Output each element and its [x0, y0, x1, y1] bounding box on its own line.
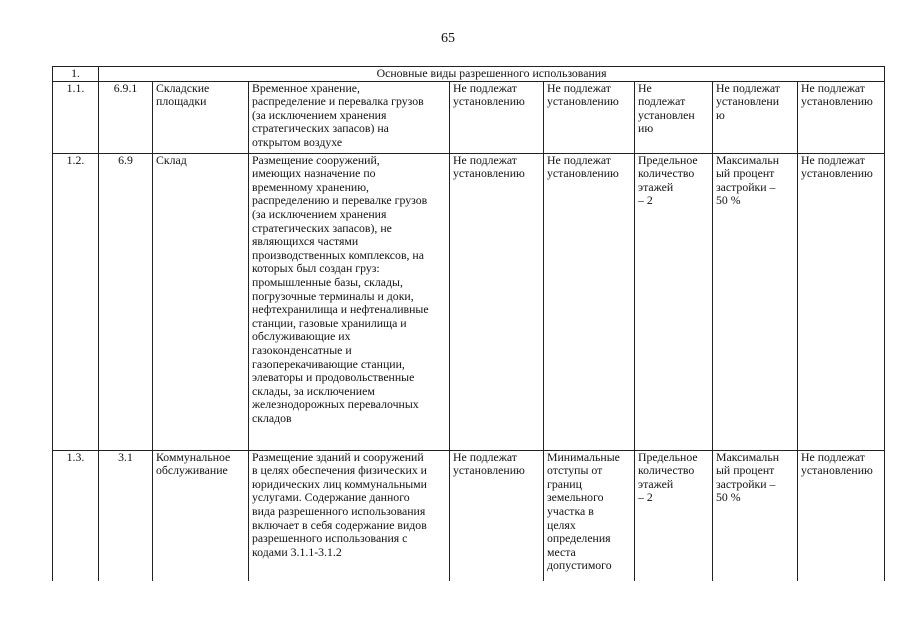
use-description: Размещение сооружений, имеющих назначение по временному хранению, распределению и перевалке грузов (за исключением хранения стратегических запасов), не являющихся частями производственных комплексов, на которых был создан груз: промышленные базы, склады, погрузочные терминалы и доки, нефтехранилища и нефтеналивные станции, газовые хранилища и обслуживающие их газоконденсатные и газоперекачивающие станции, элеваторы и продовольственные склады, за исключением железнодорожных перевалочных складов [249, 153, 450, 450]
section-title: Основные виды разрешенного использования [99, 67, 885, 82]
page-number: 65 [441, 31, 455, 46]
param-cell: Предельное количество этажей – 2 [635, 450, 713, 581]
param-cell: Максимальн ый процент застройки – 50 % [713, 450, 798, 581]
use-code: 6.9 [99, 153, 153, 450]
param-cell: Не подлежат установлению [450, 450, 544, 581]
param-cell: Не подлежат установлению [544, 81, 635, 153]
param-cell: Не подлежат установлению [798, 81, 885, 153]
table-row [53, 81, 885, 153]
use-name: Коммунальное обслуживание [153, 450, 249, 581]
section-number: 1. [53, 67, 99, 82]
section-header-row [53, 67, 885, 82]
param-cell: Максимальн ый процент застройки – 50 % [713, 153, 798, 450]
param-cell: Предельное количество этажей – 2 [635, 153, 713, 450]
use-description: Временное хранение, распределение и перевалка грузов (за исключением хранения стратегических запасов) на открытом воздухе [249, 81, 450, 153]
param-cell: Не подлежат установлению [798, 450, 885, 581]
row-number: 1.2. [53, 153, 99, 450]
table-row [53, 153, 885, 450]
row-number: 1.3. [53, 450, 99, 581]
param-cell: Не подлежат установлению [450, 81, 544, 153]
use-code: 6.9.1 [99, 81, 153, 153]
use-code: 3.1 [99, 450, 153, 581]
param-cell: Не подлежат установлению [450, 153, 544, 450]
param-cell: Не подлежат установлени ю [713, 81, 798, 153]
use-name: Склад [153, 153, 249, 450]
param-cell: Не подлежат установлению [544, 153, 635, 450]
use-name: Складские площадки [153, 81, 249, 153]
param-cell: Не подлежат установлению [798, 153, 885, 450]
land-use-table [52, 66, 885, 581]
param-cell: Минимальные отступы от границ земельного участка в целях определения места допустимого [544, 450, 635, 581]
row-number: 1.1. [53, 81, 99, 153]
param-cell: Не подлежат установлен ию [635, 81, 713, 153]
use-description: Размещение зданий и сооружений в целях обеспечения физических и юридических лиц коммунальными услугами. Содержание данного вида разрешенного использования включает в себя содержание видов разрешенного использования с кодами 3.1.1-3.1.2 [249, 450, 450, 581]
table-row [53, 450, 885, 581]
